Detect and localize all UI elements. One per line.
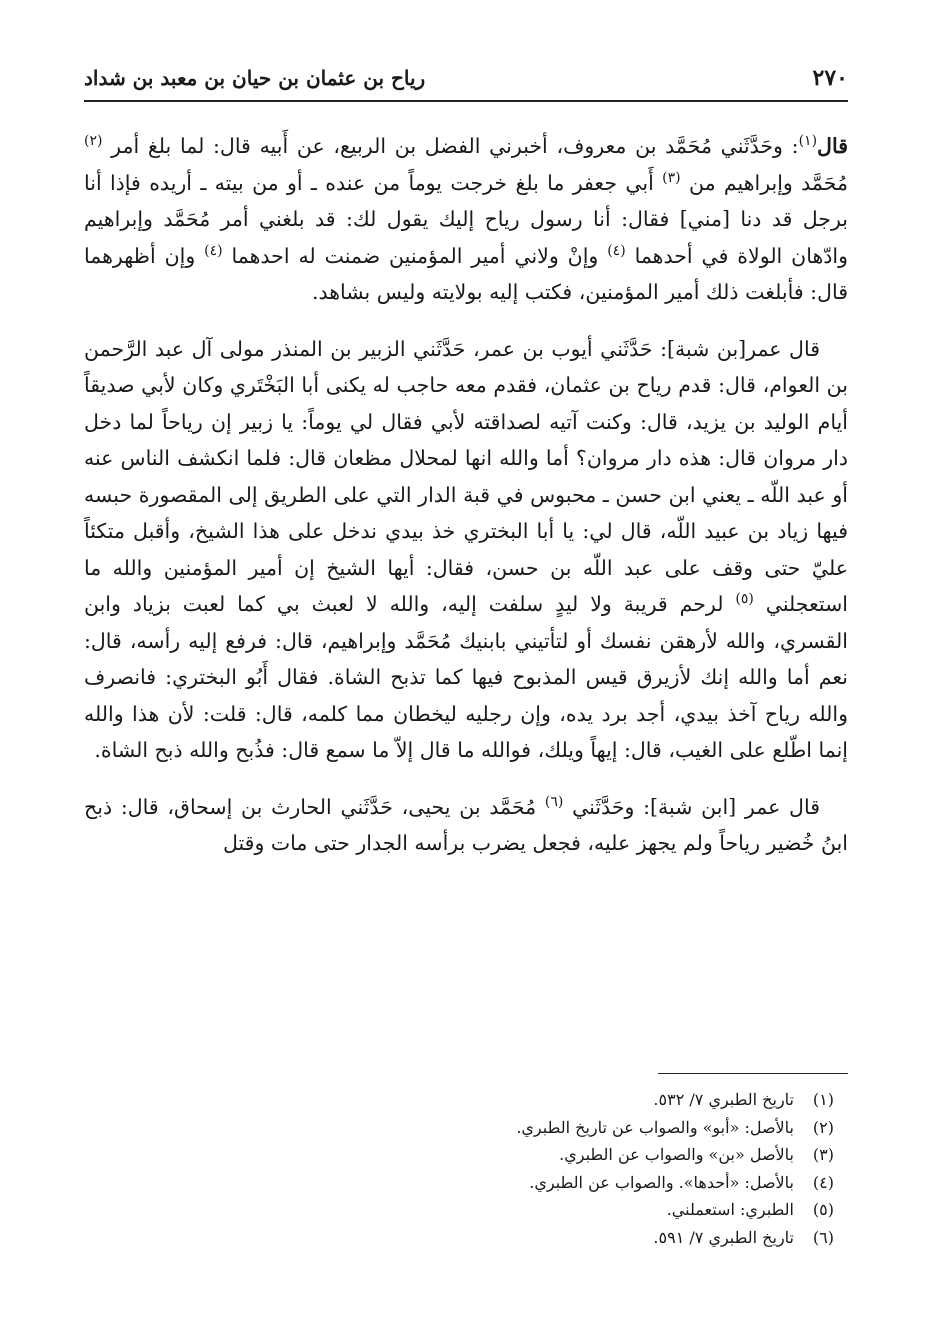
footnote-number: (١) bbox=[812, 1090, 834, 1109]
text-segment: قال عمر [ابن شبة]: وحَدَّثَني bbox=[563, 794, 820, 819]
footnote-reference: (٣) bbox=[662, 169, 681, 186]
footnote-item bbox=[84, 1086, 834, 1114]
paragraph-lead-word: قال bbox=[817, 134, 848, 158]
page-number: ٢٧٠ bbox=[812, 65, 848, 91]
footnote-number: (٥) bbox=[812, 1200, 834, 1219]
paragraph bbox=[84, 128, 848, 311]
footnote-reference: (١) bbox=[798, 133, 818, 150]
footnote-text: بالأصل «بن» والصواب عن الطبري. bbox=[559, 1145, 794, 1164]
footnote-item bbox=[84, 1114, 834, 1142]
main-text bbox=[84, 128, 848, 882]
footnote-text: بالأصل: «أبو» والصواب عن تاريخ الطبري. bbox=[516, 1117, 794, 1137]
footnote-item bbox=[84, 1196, 834, 1224]
running-header bbox=[84, 58, 848, 98]
text-segment: لرحم قريبة ولا ليدٍ سلفت إليه، والله لا لعبث بي كما لعبت بزياد وابن القسري، والله لأرهقن نفسك أو لتأتيني بابنيك مُحَمَّد وإبراهيم، قال: فرفع إليه رأسه، قال: نعم أما والله إنك لأزيرق قيس المذبوح فيها كما تذبح الشاة. فقال أَبُو البختري: فانصرف والله رياح آخذ بيدي، أجد برد يده، وإن رجليه ليخطان مما كلمه، قال: قلت: لأن هذا والله إنما اطّلع على الغيب، قال: إيهاً ويلك، فوالله ما قال إلاّ ما سمع قال: فذُبح والله ذبح الشاة. bbox=[84, 592, 848, 762]
footnote-item bbox=[84, 1169, 834, 1197]
footnote-rule bbox=[658, 1073, 848, 1074]
footnote-reference: (٢) bbox=[84, 133, 103, 150]
footnote-text: بالأصل: «أحدها». والصواب عن الطبري. bbox=[529, 1172, 794, 1192]
footnote-number: (٣) bbox=[812, 1145, 834, 1164]
footnote-number: (٤) bbox=[812, 1172, 834, 1192]
footnote-item bbox=[84, 1141, 834, 1169]
paragraph bbox=[84, 789, 848, 862]
footnote-reference: (٤) bbox=[204, 242, 223, 259]
text-segment: قال عمر[بن شبة]: حَدَّثَني أيوب بن عمر، حَدَّثَني الزبير بن المنذر مولى آل عبد الرَّحمن بن العوام، قال: قدم رياح بن عثمان، فقدم معه حاجب له يكنى أبا البَخْتَري وكان لأبي صديقاً أيام الوليد بن يزيد، قال: وكنت آتيه لصداقته لأبي فقال لي يوماً: يا زبير إن رياحاً لما دخل دار مروان قال: هذه دار مروان؟ أما والله انها لمحلال مظعان قال: فلما انكشف الناس عنه أو عبد اللّه ـ يعني ابن حسن ـ محبوس في قبة الدار التي على الطريق إلى المقصورة حبسه فيها زياد بن عبيد اللّه، قال لي: يا أبا البختري خذ بيدي ندخل على هذا الشيخ، وأقبل متكئاً عليّ حتى وقف على عبد اللّه بن حسن، فقال: أيها الشيخ إن أمير المؤمنين والله ما استعجلني bbox=[84, 336, 848, 616]
footnote-item bbox=[84, 1224, 834, 1252]
text-segment: وإنْ ولاني أمير المؤمنين ضمنت له احدهما bbox=[222, 243, 608, 268]
text-segment: مُحَمَّد وإبراهيم من bbox=[680, 170, 848, 195]
footnote-text: تاريخ الطبري ٧/ ٥٩١. bbox=[653, 1227, 794, 1247]
footnote-number: (٢) bbox=[812, 1117, 834, 1137]
text-segment: : وحَدَّثَني مُحَمَّد بن معروف، أخبرني الفضل بن الربيع، عن أَبيه قال: لما بلغ أمر bbox=[102, 134, 799, 158]
header-rule bbox=[84, 100, 848, 102]
running-title: رياح بن عثمان بن حيان بن معبد بن شداد bbox=[84, 66, 426, 90]
text-segment: وإن أظهرهما قال: فأبلغت ذلك أمير المؤمنين، فكتب إليه بولايته وليس بشاهد. bbox=[84, 243, 848, 304]
footnote-number: (٦) bbox=[812, 1227, 834, 1247]
paragraph bbox=[84, 331, 848, 769]
footnote-text: الطبري: استعملني. bbox=[666, 1200, 794, 1219]
footnotes-list bbox=[84, 1086, 834, 1251]
footnote-reference: (٦) bbox=[544, 793, 564, 810]
footnote-reference: (٤) bbox=[607, 242, 626, 259]
footnote-text: تاريخ الطبري ٧/ ٥٣٢. bbox=[653, 1090, 794, 1109]
text-segment: مُحَمَّد بن يحيى، حَدَّثَني الحارث بن إسحاق، قال: ذبح ابنُ خُضير رياحاً ولم يجهز عليه، فجعل يضرب برأسه الجدار حتى مات وقتل bbox=[84, 794, 848, 855]
text-segment: أَبي جعفر ما بلغ خرجت يوماً من عنده ـ أو من بيته ـ أريده فإذا أنا برجل قد دنا [مني] فقال: أنا رسول رياح إليك يقول لك: قد بلغني أمر مُحَمَّد وإبراهيم وادّهان الولاة في أحدهما bbox=[84, 170, 848, 268]
footnote-reference: (٥) bbox=[735, 591, 754, 608]
